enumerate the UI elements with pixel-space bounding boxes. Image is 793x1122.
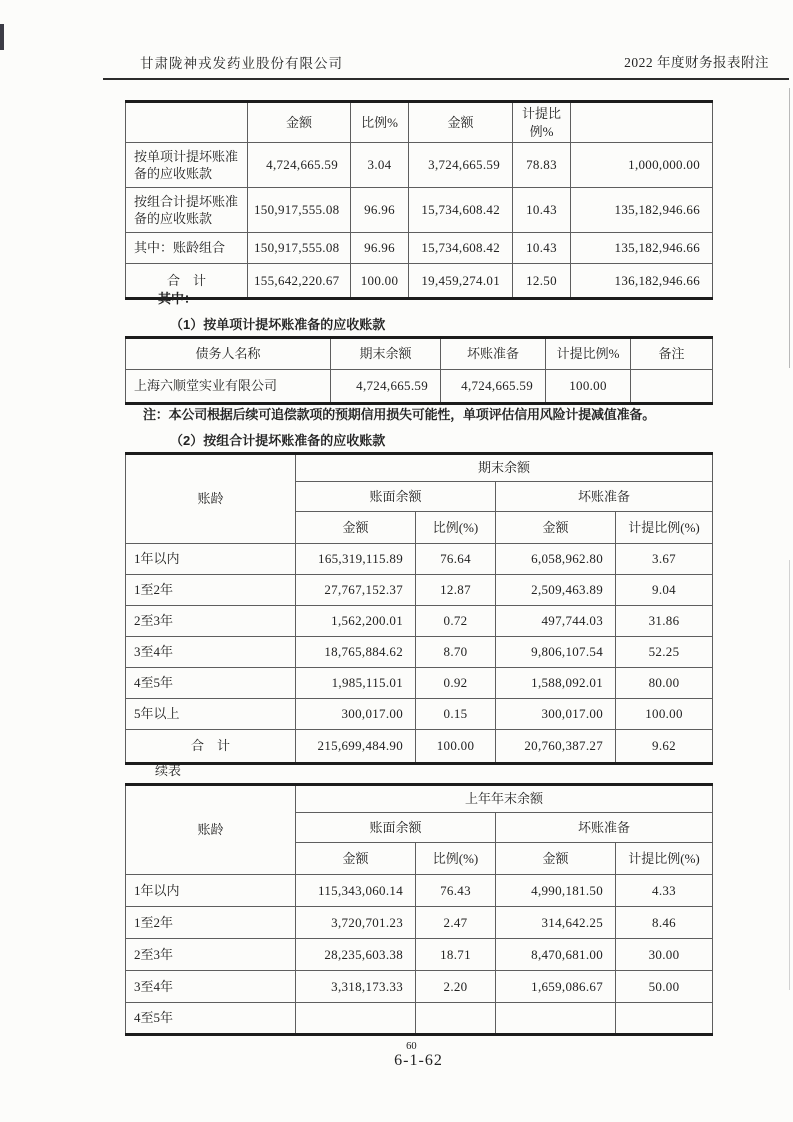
header-cell: 计提比例%: [513, 102, 571, 143]
percent-cell: 3.04: [351, 143, 409, 188]
row-label: 按组合计提坏账准备的应收账款: [126, 188, 248, 233]
percent-cell: 9.04: [616, 575, 713, 606]
single-item-table: [125, 336, 713, 405]
page-number: [394, 1041, 443, 1070]
amount-cell: 497,744.03: [496, 606, 616, 637]
amount-cell: 27,767,152.37: [296, 575, 416, 606]
amount-cell: 215,699,484.90: [296, 730, 416, 764]
header-cell: [571, 102, 713, 143]
amount-cell: 150,917,555.08: [248, 188, 351, 233]
percent-cell: 12.87: [416, 575, 496, 606]
total-row: [126, 730, 713, 764]
summary-table: [125, 100, 713, 300]
scan-artifact-right-2: [789, 560, 790, 990]
amount-cell: 20,760,387.27: [496, 730, 616, 764]
amount-cell: 4,724,665.59: [248, 143, 351, 188]
percent-cell: 10.43: [513, 233, 571, 264]
subgroup-header: 账面余额: [296, 482, 496, 512]
scan-artifact-left: [0, 24, 4, 50]
header-cell: 金额: [496, 843, 616, 875]
percent-cell: 96.96: [351, 233, 409, 264]
header-cell: 比例(%): [416, 843, 496, 875]
aging-bucket: 5年以上: [126, 699, 296, 730]
amount-cell: 150,917,555.08: [248, 233, 351, 264]
header-cell: [126, 102, 248, 143]
amount-cell: 135,182,946.66: [571, 233, 713, 264]
header-cell: 金额: [409, 102, 513, 143]
group-header: 上年年末余额: [296, 785, 713, 813]
percent-cell: [416, 1003, 496, 1035]
amount-cell: 4,990,181.50: [496, 875, 616, 907]
amount-cell: 3,724,665.59: [409, 143, 513, 188]
page-footer: [125, 1041, 712, 1070]
percent-cell: 78.83: [513, 143, 571, 188]
document-title: 2022 年度财务报表附注: [624, 55, 769, 70]
scan-artifact-right: [789, 88, 790, 368]
header-cell: 计提比例%: [546, 338, 631, 370]
table-row: [126, 907, 713, 939]
header-cell: 备注: [631, 338, 713, 370]
row-label: 合 计: [126, 264, 248, 299]
amount-cell: 4,724,665.59: [441, 370, 546, 404]
header-cell: 期末余额: [331, 338, 441, 370]
percent-cell: 18.71: [416, 939, 496, 971]
percent-cell: 4.33: [616, 875, 713, 907]
table-row: [126, 699, 713, 730]
remark-cell: [631, 370, 713, 404]
header-cell: 计提比例(%): [616, 512, 713, 544]
amount-cell: 135,182,946.66: [571, 188, 713, 233]
table-row: [126, 971, 713, 1003]
aging-bucket: 2至3年: [126, 939, 296, 971]
percent-cell: 8.46: [616, 907, 713, 939]
table-row: [126, 939, 713, 971]
aging-bucket: 1至2年: [126, 575, 296, 606]
company-name: 甘肃陇神戎发药业股份有限公司: [140, 56, 343, 71]
aging-bucket: 3至4年: [126, 971, 296, 1003]
amount-cell: 136,182,946.66: [571, 264, 713, 299]
percent-cell: 12.50: [513, 264, 571, 299]
page-number-superscript: 60: [406, 1041, 417, 1052]
amount-cell: 15,734,608.42: [409, 233, 513, 264]
amount-cell: 1,562,200.01: [296, 606, 416, 637]
percent-cell: 8.70: [416, 637, 496, 668]
table-header-row: [126, 102, 713, 143]
note-line: 注：本公司根据后续可追偿款项的预期信用损失可能性，单项评估信用风险计提减值准备。: [143, 407, 656, 422]
header-cell: 金额: [496, 512, 616, 544]
amount-cell: 314,642.25: [496, 907, 616, 939]
subgroup-header: 坏账准备: [496, 813, 713, 843]
percent-cell: 31.86: [616, 606, 713, 637]
subgroup-header: 坏账准备: [496, 482, 713, 512]
amount-cell: 1,000,000.00: [571, 143, 713, 188]
continued-table-label: 续表: [155, 763, 182, 778]
amount-cell: 115,343,060.14: [296, 875, 416, 907]
percent-cell: 100.00: [546, 370, 631, 404]
amount-cell: 155,642,220.67: [248, 264, 351, 299]
aging-bucket: 4至5年: [126, 668, 296, 699]
corner-header: 账龄: [126, 785, 296, 875]
aging-bucket: 1年以内: [126, 544, 296, 575]
amount-cell: 300,017.00: [496, 699, 616, 730]
table-row: [126, 668, 713, 699]
percent-cell: 3.67: [616, 544, 713, 575]
header-cell: 比例%: [351, 102, 409, 143]
header-cell: 金额: [296, 512, 416, 544]
table-row: [126, 233, 713, 264]
percent-cell: 10.43: [513, 188, 571, 233]
amount-cell: 6,058,962.80: [496, 544, 616, 575]
table-row: [126, 544, 713, 575]
row-label: 按单项计提坏账准备的应收账款: [126, 143, 248, 188]
group-header: 期末余额: [296, 454, 713, 482]
table-row: [126, 606, 713, 637]
header-cell: 金额: [296, 843, 416, 875]
row-label: 其中：账龄组合: [126, 233, 248, 264]
section-1-title: （1）按单项计提坏账准备的应收账款: [170, 317, 386, 332]
percent-cell: 100.00: [351, 264, 409, 299]
percent-cell: 0.92: [416, 668, 496, 699]
row-label: 合 计: [126, 730, 296, 764]
header-rule: [103, 78, 789, 80]
amount-cell: 3,318,173.33: [296, 971, 416, 1003]
percent-cell: 50.00: [616, 971, 713, 1003]
percent-cell: 80.00: [616, 668, 713, 699]
amount-cell: 4,724,665.59: [331, 370, 441, 404]
debtor-name: 上海六顺堂实业有限公司: [126, 370, 331, 404]
amount-cell: 2,509,463.89: [496, 575, 616, 606]
table-row: [126, 370, 713, 404]
amount-cell: 28,235,603.38: [296, 939, 416, 971]
amount-cell: 300,017.00: [296, 699, 416, 730]
aging-bucket: 1至2年: [126, 907, 296, 939]
amount-cell: 19,459,274.01: [409, 264, 513, 299]
amount-cell: 3,720,701.23: [296, 907, 416, 939]
table-row: [126, 1003, 713, 1035]
header-cell: 坏账准备: [441, 338, 546, 370]
aging-bucket: 1年以内: [126, 875, 296, 907]
amount-cell: [296, 1003, 416, 1035]
subgroup-header: 账面余额: [296, 813, 496, 843]
percent-cell: [616, 1003, 713, 1035]
percent-cell: 0.72: [416, 606, 496, 637]
amount-cell: 165,319,115.89: [296, 544, 416, 575]
aging-bucket: 2至3年: [126, 606, 296, 637]
table-row: [126, 637, 713, 668]
table-header-row: [126, 338, 713, 370]
percent-cell: 0.15: [416, 699, 496, 730]
amount-cell: 15,734,608.42: [409, 188, 513, 233]
table-row: [126, 575, 713, 606]
section-2-title: （2）按组合计提坏账准备的应收账款: [170, 433, 386, 448]
amount-cell: [496, 1003, 616, 1035]
amount-cell: 9,806,107.54: [496, 637, 616, 668]
percent-cell: 9.62: [616, 730, 713, 764]
table-row: [126, 188, 713, 233]
percent-cell: 76.64: [416, 544, 496, 575]
table-header-row: [126, 454, 713, 482]
aging-table-current: [125, 452, 713, 765]
header-cell: 债务人名称: [126, 338, 331, 370]
amount-cell: 1,588,092.01: [496, 668, 616, 699]
page-number-text: 6-1-62: [394, 1052, 443, 1069]
percent-cell: 100.00: [616, 699, 713, 730]
table-row: [126, 875, 713, 907]
header-cell: 金额: [248, 102, 351, 143]
aging-bucket: 3至4年: [126, 637, 296, 668]
aging-table-prior: [125, 783, 713, 1036]
amount-cell: 18,765,884.62: [296, 637, 416, 668]
percent-cell: 76.43: [416, 875, 496, 907]
percent-cell: 2.20: [416, 971, 496, 1003]
header-cell: 计提比例(%): [616, 843, 713, 875]
table-row: [126, 143, 713, 188]
percent-cell: 30.00: [616, 939, 713, 971]
header-cell: 比例(%): [416, 512, 496, 544]
percent-cell: 2.47: [416, 907, 496, 939]
table-header-row: [126, 785, 713, 813]
percent-cell: 96.96: [351, 188, 409, 233]
total-row: [126, 264, 713, 299]
among-label: 其中：: [158, 291, 198, 306]
amount-cell: 1,985,115.01: [296, 668, 416, 699]
aging-bucket: 4至5年: [126, 1003, 296, 1035]
amount-cell: 8,470,681.00: [496, 939, 616, 971]
corner-header: 账龄: [126, 454, 296, 544]
percent-cell: 52.25: [616, 637, 713, 668]
amount-cell: 1,659,086.67: [496, 971, 616, 1003]
percent-cell: 100.00: [416, 730, 496, 764]
